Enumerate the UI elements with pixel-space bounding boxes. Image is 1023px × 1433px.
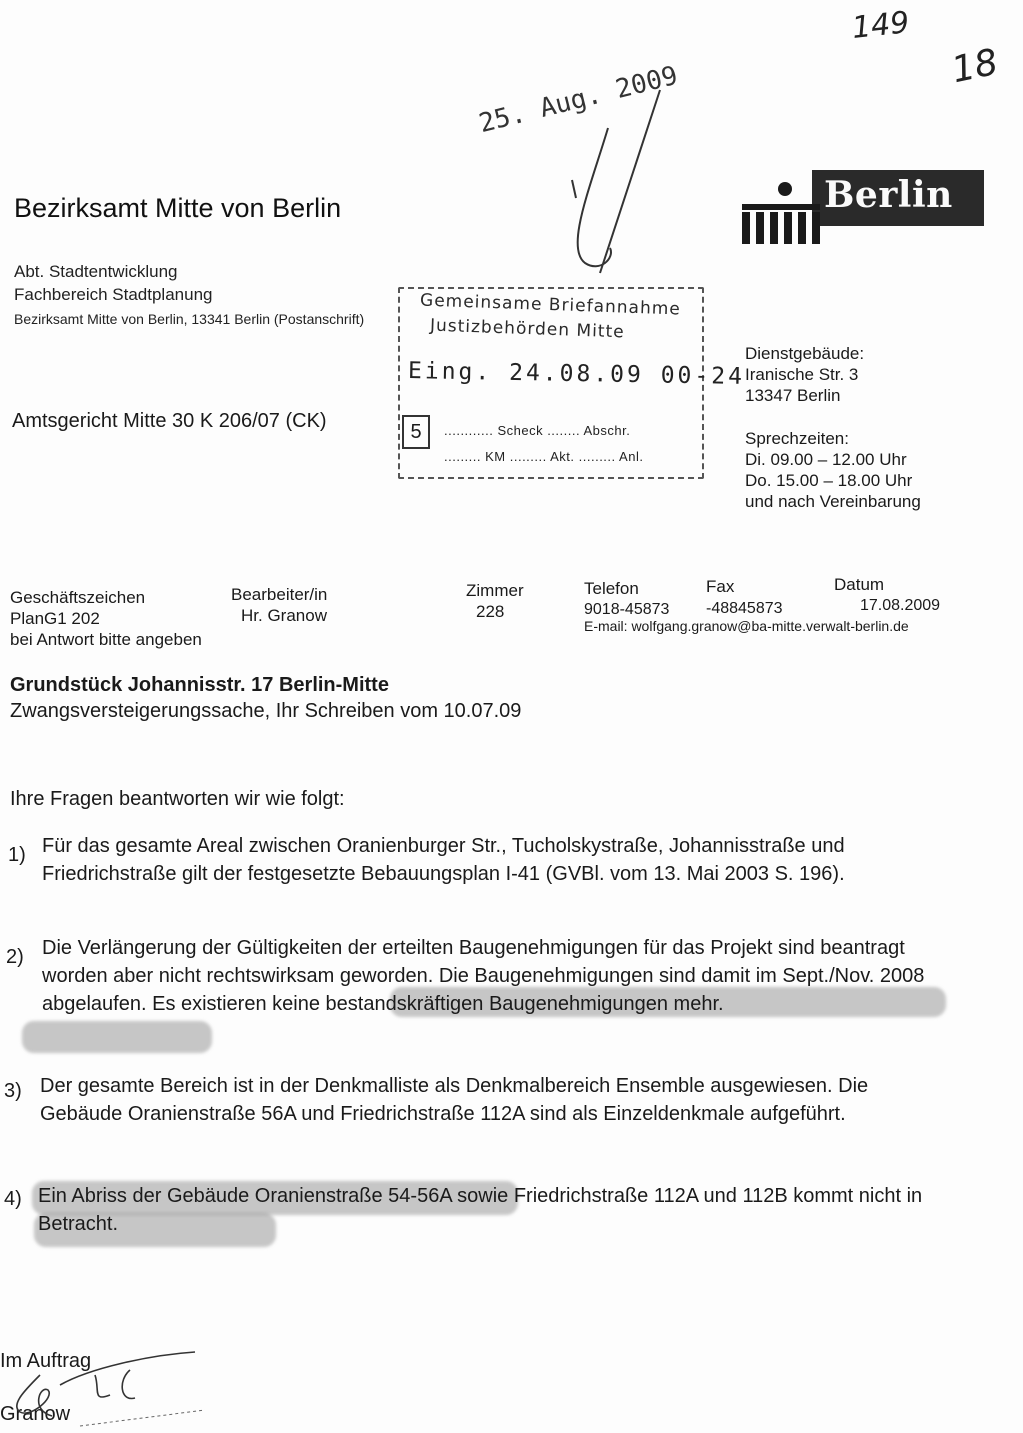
email-address: E-mail: wolfgang.granow@ba-mitte.verwalt-berlin.de [584, 618, 909, 634]
reference-column [10, 587, 202, 650]
hours-label: Sprechzeiten: [745, 429, 849, 448]
sender-department: Abt. Stadtentwicklung [14, 262, 178, 281]
item-3-number: 3) [4, 1080, 22, 1102]
fax-label: Fax [706, 577, 735, 596]
date-label: Datum [834, 575, 885, 594]
item-4-text: Ein Abriss der Gebäude Oranienstraße 54-56A sowie Friedrichstraße 112A und 112B kommt nicht in Betracht. [38, 1185, 923, 1235]
received-date-stamp: 25. Aug. 2009 [476, 60, 681, 140]
stamp-entry-date: Eing. 24.08.09 00-24 [407, 358, 746, 390]
reference-note: bei Antwort bitte angeben [10, 630, 202, 649]
handwritten-folio-mark: 18 [948, 41, 1002, 92]
handwritten-check-mark [560, 88, 670, 278]
sender-organization: Bezirksamt Mitte von Berlin [14, 193, 342, 223]
subject-title: Grundstück Johannisstr. 17 Berlin-Mitte [10, 674, 389, 696]
berlin-logo [742, 168, 984, 248]
clerk-column [231, 584, 327, 626]
subject-subtitle: Zwangsversteigerungssache, Ihr Schreiben vom 10.07.09 [10, 700, 522, 722]
fax-value: -48845873 [706, 600, 783, 617]
handwritten-page-number: 149 [850, 5, 911, 46]
handwritten-signature [0, 1340, 210, 1433]
fax-column [706, 576, 783, 619]
reference-label: Geschäftszeichen [10, 588, 146, 607]
item-1-number: 1) [8, 844, 26, 866]
recipient-court: Amtsgericht Mitte 30 K 206/07 (CK) [12, 410, 327, 432]
office-info [745, 343, 921, 512]
stamp-line-1: Gemeinsame Briefannahme [419, 290, 682, 320]
item-1-text: Für das gesamte Areal zwischen Oranienburger Str., Tucholskystraße, Johannisstraße und Friedrichstraße gilt der festgesetzte Bebauungsplan I-41 (GVBl. vom 13. Mai 2003 S. 196). [42, 835, 845, 885]
hours-other: und nach Vereinbarung [745, 492, 921, 511]
building-street: Iranische Str. 3 [745, 365, 859, 384]
building-label: Dienstgebäude: [745, 344, 865, 363]
hours-tuesday: Di. 09.00 – 12.00 Uhr [745, 450, 907, 469]
date-column [834, 574, 940, 616]
reference-value: PlanG1 202 [10, 609, 100, 628]
room-column [466, 580, 524, 622]
clerk-label: Bearbeiter/in [231, 585, 328, 604]
clerk-value: Hr. Granow [241, 606, 327, 625]
closing-by-order: Im Auftrag [0, 1350, 92, 1372]
phone-value: 9018-45873 [584, 601, 670, 618]
item-3-text: Der gesamte Bereich ist in der Denkmalliste als Denkmalbereich Ensemble ausgewiesen. Die Gebäude Oranienstraße 56A und Friedrichstraße 112A sind als Einzeldenkmale aufgeführt. [40, 1075, 869, 1125]
stamp-row-1: ............ Scheck ........ Abschr. [444, 423, 631, 438]
item-4-number: 4) [4, 1188, 22, 1210]
item-2-number: 2) [6, 946, 24, 968]
date-value: 17.08.2009 [860, 597, 941, 614]
stamp-line-2: Justizbehörden Mitte [429, 315, 625, 343]
hours-thursday: Do. 15.00 – 18.00 Uhr [745, 471, 913, 490]
sender-postal-address: Bezirksamt Mitte von Berlin, 13341 Berlin (Postanschrift) [14, 311, 365, 327]
closing-name: Granow [0, 1403, 71, 1425]
building-city: 13347 Berlin [745, 386, 841, 405]
phone-label: Telefon [584, 579, 639, 598]
stamp-box-number: 5 [402, 415, 430, 449]
stamp-row-2: ......... KM ......... Akt. ......... Anl. [444, 449, 644, 464]
item-2-text: Die Verlängerung der Gültigkeiten der erteilten Baugenehmigungen für das Projekt sind beantragt worden aber nicht rechtswirksam geworden. Die Baugenehmigungen sind damit im Sept./Nov. 2008 abgelaufen. Es existieren keine bestandskräftigen Baugenehmigungen mehr. [42, 937, 925, 1015]
berlin-logo-text: Berlin [824, 174, 953, 216]
sender-division: Fachbereich Stadtplanung [14, 285, 213, 304]
highlight-item-2b [22, 1021, 212, 1053]
room-value: 228 [476, 602, 505, 621]
phone-column [584, 578, 669, 620]
mailroom-stamp [398, 287, 746, 479]
room-label: Zimmer [466, 581, 524, 600]
intro-text: Ihre Fragen beantworten wir wie folgt: [10, 788, 345, 810]
